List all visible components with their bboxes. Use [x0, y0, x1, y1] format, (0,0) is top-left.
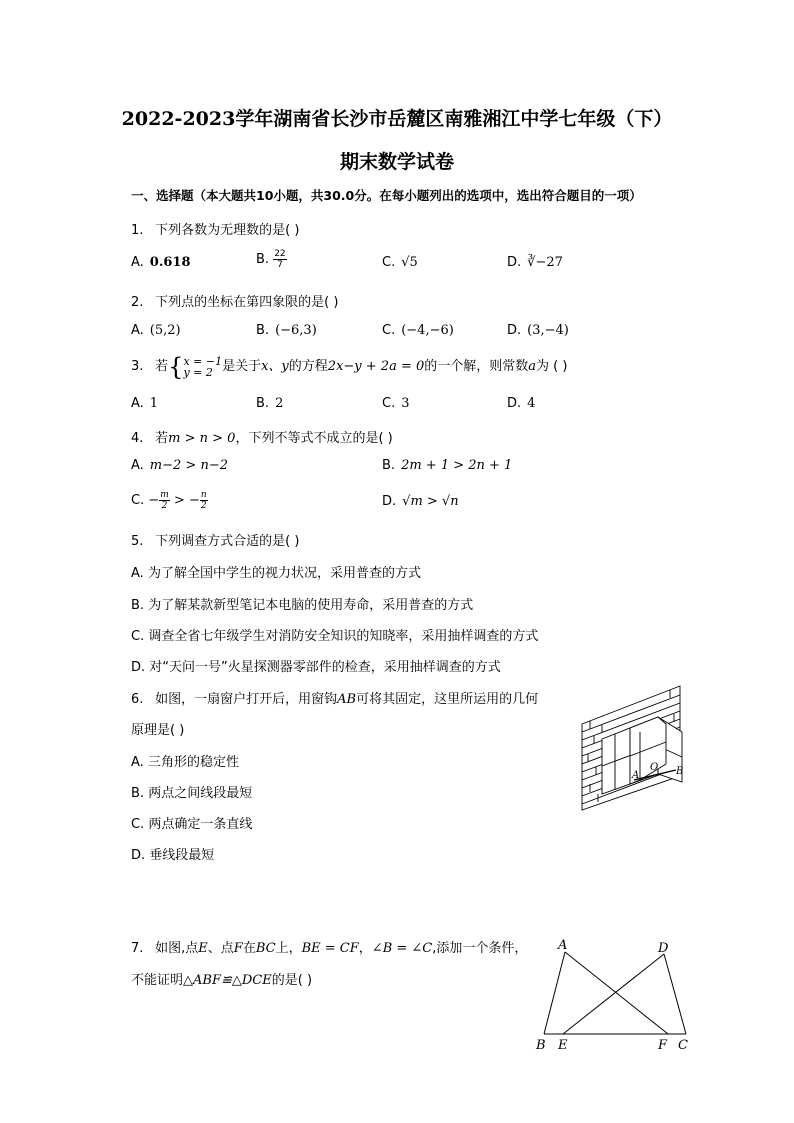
q6-option-a[interactable]: A. 三角形的稳定性: [131, 755, 239, 770]
question-number: 1.: [131, 223, 144, 238]
question-text: 下列点的坐标在第四象限的是( ): [155, 295, 339, 310]
question-number: 3.: [131, 359, 144, 374]
q4-option-c[interactable]: C. − $\frac{m}{2}$ > − $\frac{n}{2}$: [131, 490, 207, 511]
label-b: B: [536, 1038, 546, 1053]
question-7: 7. 如图,点E、点F在BC上，BE = CF，∠B = ∠C,添加一个条件，: [131, 941, 528, 956]
q4-option-d[interactable]: D. √m > √n: [382, 494, 459, 509]
q2-option-c[interactable]: C. (−4,−6): [382, 323, 454, 338]
q1-option-b[interactable]: B. $\frac{22}{7}$: [256, 249, 286, 270]
segment-de: [563, 954, 664, 1034]
q5-option-d[interactable]: D. 对“天问一号”火星探测器零部件的检查，采用抽样调查的方式: [131, 660, 501, 675]
q2-option-a[interactable]: A. (5,2): [131, 323, 181, 338]
q5-option-c[interactable]: C. 调查全省七年级学生对消防安全知识的知晓率，采用抽样调查的方式: [131, 629, 539, 644]
fraction: $\frac{22}{7}$: [274, 249, 286, 270]
q6-option-c[interactable]: C. 两点确定一条直线: [131, 817, 253, 832]
question-6: 6. 如图，一扇窗户打开后，用窗钩AB可将其固定，这里所运用的几何: [131, 692, 539, 707]
fraction: $\frac{n}{2}$: [200, 490, 207, 511]
question-number: 4.: [131, 431, 144, 446]
question-number: 2.: [131, 295, 144, 310]
brace-symbol: {: [168, 352, 184, 381]
question-number: 6.: [131, 692, 144, 707]
q5-option-b[interactable]: B. 为了解某款新型笔记本电脑的使用寿命，采用普查的方式: [131, 598, 474, 613]
exam-title-line1: 2022-2023学年湖南省长沙市岳麓区南雅湘江中学七年级（下）: [121, 108, 673, 130]
window-wall-figure: [580, 684, 686, 812]
question-3: 3. 若{ x = −1 y = 2 是关于x、y的方程2x−y + 2a = 0的一个解，则常数a为 ( ): [131, 352, 568, 381]
question-number: 5.: [131, 534, 144, 549]
q3-option-b[interactable]: B. 2: [256, 396, 284, 411]
question-number: 7.: [131, 941, 144, 956]
label-e: E: [558, 1038, 568, 1053]
label-o: O: [650, 762, 659, 773]
q4-option-b[interactable]: B. 2m + 1 > 2n + 1: [382, 458, 513, 473]
question-text: 下列各数为无理数的是( ): [155, 223, 300, 238]
segment-dc: [664, 954, 686, 1034]
q3-option-a[interactable]: A. 1: [131, 396, 159, 411]
q1-option-a[interactable]: A. 0.618: [131, 255, 191, 270]
segment-ab: [544, 952, 565, 1034]
question-7-line2: 不能证明△ABF≌△DCE的是( ): [131, 973, 313, 988]
equation-system: x = −1 y = 2: [183, 354, 223, 379]
segment-af: [565, 952, 668, 1034]
label-a: A: [558, 938, 568, 953]
question-1: [131, 219, 299, 238]
q2-option-b[interactable]: B. (−6,3): [256, 323, 317, 338]
q6-option-b[interactable]: B. 两点之间线段最短: [131, 786, 253, 801]
q6-option-d[interactable]: D. 垂线段最短: [131, 848, 215, 863]
section-heading: 一、选择题（本大题共10小题，共30.0分。在每小题列出的选项中，选出符合题目的一项）: [131, 188, 642, 203]
label-f: F: [658, 1038, 668, 1053]
label-d: D: [658, 941, 669, 956]
q1-option-c[interactable]: C. √5: [382, 255, 418, 270]
exam-title-line2: 期末数学试卷: [339, 151, 454, 173]
question-5: 5. 下列调查方式合适的是( ): [131, 534, 300, 549]
q3-option-d[interactable]: D. 4: [507, 396, 536, 411]
triangles-figure: [530, 934, 720, 1054]
fraction: $\frac{m}{2}$: [160, 490, 169, 511]
label-c: C: [678, 1038, 688, 1053]
q2-option-d[interactable]: D. (3,−4): [507, 323, 569, 338]
question-2: [131, 291, 338, 310]
label-a: A: [632, 770, 640, 781]
question-4: 4. 若m > n > 0，下列不等式不成立的是( ): [131, 431, 393, 446]
label-b: B: [676, 766, 684, 777]
q5-option-a[interactable]: A. 为了解全国中学生的视力状况，采用普查的方式: [131, 566, 421, 581]
q3-option-c[interactable]: C. 3: [382, 396, 410, 411]
q1-option-d[interactable]: D. ∛−27: [507, 255, 563, 270]
q4-option-a[interactable]: A. m−2 > n−2: [131, 458, 228, 473]
question-6-line2: 原理是( ): [131, 723, 185, 738]
